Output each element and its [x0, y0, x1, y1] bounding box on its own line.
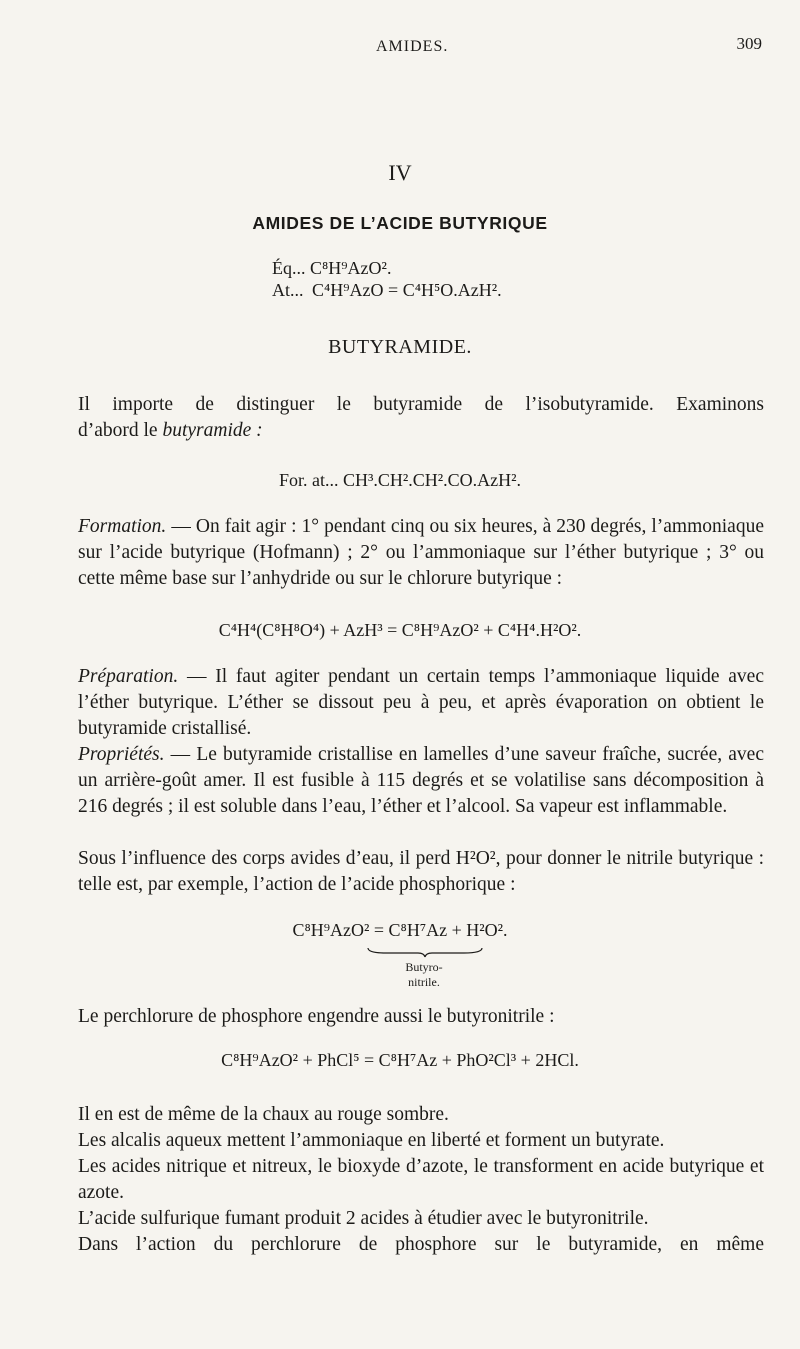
intro-paragraph: [78, 392, 764, 444]
nitrile-annotation: [394, 960, 454, 990]
intro-line-1: Il importe de distinguer le butyramide de l’isobutyramide. Examinons: [78, 394, 764, 415]
nitrique-text: Les acides nitrique et nitreux, le bioxyde d’azote, le transforment en acide butyrique et azote.: [78, 1156, 764, 1203]
preparation-paragraph: [78, 664, 764, 742]
intro-prefix: d’abord le: [78, 420, 163, 441]
underbrace-icon: [366, 946, 484, 958]
proprietes-paragraph: [78, 742, 764, 820]
chaux-text: Il en est de même de la chaux au rouge sombre.: [78, 1104, 449, 1125]
structural-formula: For. at... CH³.CH².CH².CO.AzH².: [278, 470, 522, 490]
equivalent-formula: [272, 258, 391, 279]
perchlorure-text: Le perchlorure de phosphore engendre aussi le butyronitrile :: [78, 1006, 555, 1027]
nitrile-equation: C⁸H⁹AzO² = C⁸H⁷Az + H²O².: [292, 920, 508, 940]
perchlorure-equation: C⁸H⁹AzO² + PhCl⁵ = C⁸H⁷Az + PhO²Cl³ + 2HCl.: [221, 1050, 579, 1070]
formation-body: — On fait agir : 1° pendant cinq ou six heures, à 230 degrés, l’ammoniaque sur l’acide butyrique (Hofmann) ; 2° ou l’ammoniaque sur l’éther butyrique ; 3° ou cette même base sur l’anhydride ou sur le chlorure butyrique :: [78, 516, 764, 589]
acides-paragraph: [78, 846, 764, 898]
formation-equation: C⁴H⁴(C⁸H⁸O⁴) + AzH³ = C⁸H⁹AzO² + C⁴H⁴.H²O².: [218, 620, 582, 640]
formation-label: Formation.: [78, 516, 167, 537]
proprietes-text: [78, 742, 764, 820]
acides-text: Sous l’influence des corps avides d’eau, il perd H²O², pour donner le nitrile butyrique : telle est, par exemple, l’action de l’acide phosphorique :: [78, 848, 764, 895]
proprietes-label: Propriétés.: [78, 744, 165, 765]
perchlorure-paragraph: [78, 1004, 764, 1030]
section-number: IV: [388, 160, 412, 185]
at-label: At...: [272, 280, 304, 300]
atomic-formula: [272, 280, 502, 301]
alcalis-text: Les alcalis aqueux mettent l’ammoniaque en liberté et forment un butyrate.: [78, 1130, 665, 1151]
preparation-text: [78, 664, 764, 742]
intro-emphasis: butyramide :: [162, 420, 263, 441]
intro-line-2: [78, 418, 764, 444]
preparation-body: — Il faut agiter pendant un certain temps l’ammoniaque liquide avec l’éther butyrique. L’éther se dissout peu à peu, et après évaporation on obtient le butyramide cristallisé.: [78, 666, 764, 739]
section-title: AMIDES DE L’ACIDE BUTYRIQUE: [252, 213, 548, 233]
at-formula: C⁴H⁹AzO = C⁴H⁵O.AzH².: [312, 280, 502, 300]
formation-paragraph: [78, 514, 764, 592]
subheading: BUTYRAMIDE.: [328, 336, 472, 358]
eq-label: Éq...: [272, 258, 306, 278]
running-head: [0, 34, 800, 58]
preparation-label: Préparation.: [78, 666, 179, 687]
eq-formula: C⁸H⁹AzO².: [310, 258, 392, 278]
sulfurique-text: L’acide sulfurique fumant produit 2 acides à étudier avec le butyronitrile.: [78, 1208, 649, 1229]
final-paragraphs: [78, 1102, 764, 1258]
running-title: AMIDES.: [376, 38, 449, 55]
dans-text: Dans l’action du perchlorure de phosphore sur le butyramide, en même: [78, 1234, 764, 1255]
proprietes-body: — Le butyramide cristallise en lamelles d’une saveur fraîche, sucrée, avec un arrière-goût amer. Il est fusible à 115 degrés et se volatilise sans décomposition à 216 degrés ; il est soluble dans l’eau, l’éther et l’alcool. Sa vapeur est inflammable.: [78, 744, 764, 817]
formation-text: [78, 514, 764, 592]
page-number: 309: [736, 34, 762, 53]
nitrile-annotation-line-2: nitrile.: [408, 975, 440, 989]
nitrile-annotation-line-1: Butyro-: [405, 960, 443, 974]
